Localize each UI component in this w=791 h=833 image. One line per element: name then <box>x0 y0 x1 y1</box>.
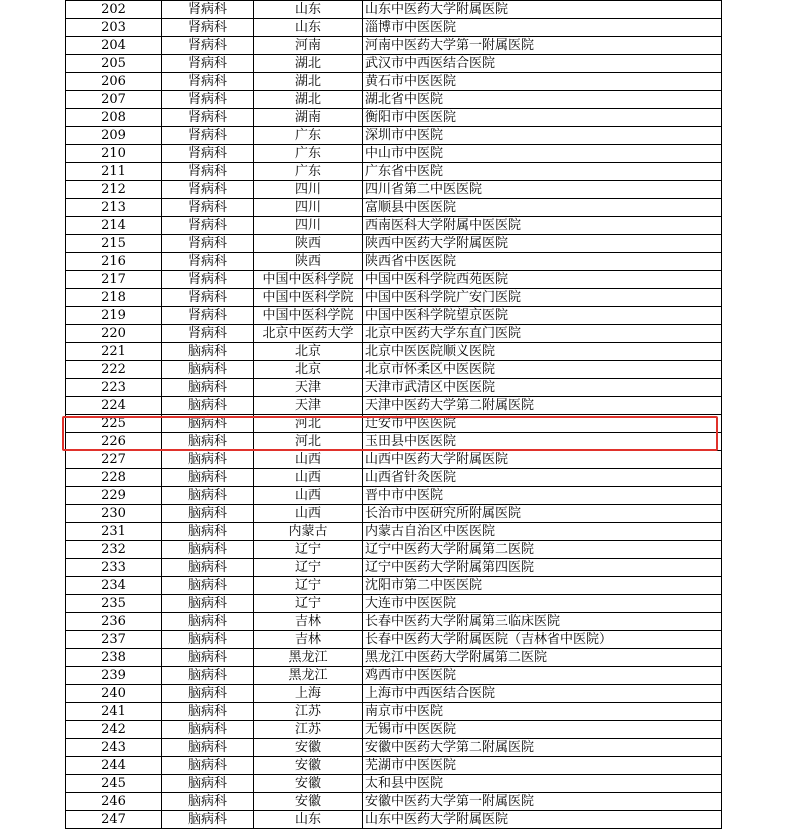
table-row <box>66 739 722 757</box>
row-number-cell: 235 <box>66 595 162 613</box>
region-cell: 江苏 <box>254 703 363 721</box>
hospital-name-cell: 长春中医药大学附属第三临床医院 <box>363 613 722 631</box>
department-cell: 肾病科 <box>162 127 254 145</box>
row-number-cell: 220 <box>66 325 162 343</box>
region-cell: 河北 <box>254 415 363 433</box>
table-row <box>66 127 722 145</box>
region-cell: 安徽 <box>254 739 363 757</box>
hospital-name-cell: 沈阳市第二中医医院 <box>363 577 722 595</box>
hospital-name-cell: 陕西中医药大学附属医院 <box>363 235 722 253</box>
region-cell: 山西 <box>254 487 363 505</box>
department-cell: 脑病科 <box>162 685 254 703</box>
region-cell: 中国中医科学院 <box>254 289 363 307</box>
hospital-name-cell: 迁安市中医医院 <box>363 415 722 433</box>
row-number-cell: 210 <box>66 145 162 163</box>
row-number-cell: 228 <box>66 469 162 487</box>
region-cell: 四川 <box>254 199 363 217</box>
department-cell: 脑病科 <box>162 793 254 811</box>
hospital-name-cell: 衡阳市中医医院 <box>363 109 722 127</box>
hospital-name-cell: 山东中医药大学附属医院 <box>363 1 722 19</box>
region-cell: 湖北 <box>254 55 363 73</box>
region-cell: 辽宁 <box>254 595 363 613</box>
region-cell: 湖北 <box>254 73 363 91</box>
region-cell: 山西 <box>254 505 363 523</box>
table-row <box>66 595 722 613</box>
hospital-name-cell: 四川省第二中医医院 <box>363 181 722 199</box>
region-cell: 陕西 <box>254 235 363 253</box>
hospital-name-cell: 中国中医科学院西苑医院 <box>363 271 722 289</box>
region-cell: 天津 <box>254 379 363 397</box>
row-number-cell: 234 <box>66 577 162 595</box>
row-number-cell: 230 <box>66 505 162 523</box>
department-cell: 脑病科 <box>162 397 254 415</box>
department-cell: 脑病科 <box>162 487 254 505</box>
row-number-cell: 209 <box>66 127 162 145</box>
department-cell: 肾病科 <box>162 307 254 325</box>
hospital-name-cell: 上海市中西医结合医院 <box>363 685 722 703</box>
hospital-name-cell: 天津市武清区中医医院 <box>363 379 722 397</box>
table-row <box>66 811 722 829</box>
hospital-name-cell: 西南医科大学附属中医医院 <box>363 217 722 235</box>
region-cell: 湖南 <box>254 109 363 127</box>
table-row <box>66 181 722 199</box>
region-cell: 安徽 <box>254 775 363 793</box>
department-cell: 肾病科 <box>162 1 254 19</box>
department-cell: 肾病科 <box>162 145 254 163</box>
hospital-name-cell: 辽宁中医药大学附属第二医院 <box>363 541 722 559</box>
hospital-name-cell: 中国中医科学院广安门医院 <box>363 289 722 307</box>
row-number-cell: 203 <box>66 19 162 37</box>
table-row <box>66 145 722 163</box>
region-cell: 广东 <box>254 127 363 145</box>
hospital-name-cell: 中国中医科学院望京医院 <box>363 307 722 325</box>
region-cell: 河南 <box>254 37 363 55</box>
table-row <box>66 163 722 181</box>
hospital-name-cell: 北京中医医院顺义医院 <box>363 343 722 361</box>
department-cell: 脑病科 <box>162 505 254 523</box>
region-cell: 吉林 <box>254 631 363 649</box>
table-row <box>66 19 722 37</box>
department-cell: 脑病科 <box>162 361 254 379</box>
row-number-cell: 204 <box>66 37 162 55</box>
hospital-name-cell: 晋中市中医院 <box>363 487 722 505</box>
table-row <box>66 775 722 793</box>
hospital-name-cell: 深圳市中医院 <box>363 127 722 145</box>
department-cell: 肾病科 <box>162 271 254 289</box>
table-row <box>66 91 722 109</box>
department-cell: 肾病科 <box>162 55 254 73</box>
table-row <box>66 541 722 559</box>
region-cell: 北京 <box>254 343 363 361</box>
row-number-cell: 231 <box>66 523 162 541</box>
row-number-cell: 244 <box>66 757 162 775</box>
department-cell: 脑病科 <box>162 433 254 451</box>
department-cell: 肾病科 <box>162 235 254 253</box>
region-cell: 北京中医药大学 <box>254 325 363 343</box>
row-number-cell: 222 <box>66 361 162 379</box>
hospital-name-cell: 鸡西市中医医院 <box>363 667 722 685</box>
table-row <box>66 1 722 19</box>
department-cell: 脑病科 <box>162 703 254 721</box>
table-row <box>66 307 722 325</box>
table-row <box>66 253 722 271</box>
department-cell: 脑病科 <box>162 577 254 595</box>
department-cell: 脑病科 <box>162 613 254 631</box>
row-number-cell: 232 <box>66 541 162 559</box>
row-number-cell: 221 <box>66 343 162 361</box>
row-number-cell: 227 <box>66 451 162 469</box>
row-number-cell: 212 <box>66 181 162 199</box>
region-cell: 山西 <box>254 451 363 469</box>
row-number-cell: 215 <box>66 235 162 253</box>
table-row <box>66 109 722 127</box>
hospital-name-cell: 太和县中医院 <box>363 775 722 793</box>
row-number-cell: 208 <box>66 109 162 127</box>
table-row <box>66 235 722 253</box>
region-cell: 安徽 <box>254 757 363 775</box>
region-cell: 湖北 <box>254 91 363 109</box>
hospital-name-cell: 山西省针灸医院 <box>363 469 722 487</box>
hospital-name-cell: 长春中医药大学附属医院（吉林省中医院） <box>363 631 722 649</box>
row-number-cell: 218 <box>66 289 162 307</box>
department-cell: 肾病科 <box>162 325 254 343</box>
row-number-cell: 241 <box>66 703 162 721</box>
department-cell: 肾病科 <box>162 19 254 37</box>
table-row <box>66 577 722 595</box>
row-number-cell: 246 <box>66 793 162 811</box>
hospital-name-cell: 安徽中医药大学第二附属医院 <box>363 739 722 757</box>
region-cell: 山东 <box>254 811 363 829</box>
region-cell: 黑龙江 <box>254 649 363 667</box>
row-number-cell: 216 <box>66 253 162 271</box>
hospital-name-cell: 辽宁中医药大学附属第四医院 <box>363 559 722 577</box>
region-cell: 吉林 <box>254 613 363 631</box>
department-cell: 肾病科 <box>162 289 254 307</box>
department-cell: 脑病科 <box>162 595 254 613</box>
table-row <box>66 667 722 685</box>
row-number-cell: 213 <box>66 199 162 217</box>
table-row <box>66 379 722 397</box>
region-cell: 四川 <box>254 217 363 235</box>
department-cell: 脑病科 <box>162 757 254 775</box>
row-number-cell: 217 <box>66 271 162 289</box>
row-number-cell: 236 <box>66 613 162 631</box>
table-row <box>66 469 722 487</box>
row-number-cell: 245 <box>66 775 162 793</box>
table-row <box>66 433 722 451</box>
row-number-cell: 205 <box>66 55 162 73</box>
table-row <box>66 55 722 73</box>
hospital-name-cell: 安徽中医药大学第一附属医院 <box>363 793 722 811</box>
department-cell: 肾病科 <box>162 73 254 91</box>
hospital-name-cell: 玉田县中医医院 <box>363 433 722 451</box>
hospital-name-cell: 中山市中医院 <box>363 145 722 163</box>
region-cell: 内蒙古 <box>254 523 363 541</box>
hospital-name-cell: 南京市中医院 <box>363 703 722 721</box>
department-cell: 脑病科 <box>162 343 254 361</box>
table-row <box>66 361 722 379</box>
department-cell: 脑病科 <box>162 415 254 433</box>
department-cell: 脑病科 <box>162 775 254 793</box>
region-cell: 中国中医科学院 <box>254 307 363 325</box>
row-number-cell: 207 <box>66 91 162 109</box>
hospital-name-cell: 河南中医药大学第一附属医院 <box>363 37 722 55</box>
department-cell: 脑病科 <box>162 739 254 757</box>
row-number-cell: 214 <box>66 217 162 235</box>
department-cell: 脑病科 <box>162 811 254 829</box>
hospital-name-cell: 北京中医药大学东直门医院 <box>363 325 722 343</box>
department-cell: 脑病科 <box>162 379 254 397</box>
table-row <box>66 289 722 307</box>
row-number-cell: 238 <box>66 649 162 667</box>
region-cell: 陕西 <box>254 253 363 271</box>
table-row <box>66 793 722 811</box>
row-number-cell: 224 <box>66 397 162 415</box>
region-cell: 辽宁 <box>254 559 363 577</box>
table-row <box>66 757 722 775</box>
region-cell: 黑龙江 <box>254 667 363 685</box>
hospital-name-cell: 大连市中医医院 <box>363 595 722 613</box>
hospital-name-cell: 富顺县中医医院 <box>363 199 722 217</box>
table-row <box>66 199 722 217</box>
row-number-cell: 229 <box>66 487 162 505</box>
region-cell: 山西 <box>254 469 363 487</box>
department-cell: 脑病科 <box>162 631 254 649</box>
hospital-name-cell: 武汉市中西医结合医院 <box>363 55 722 73</box>
region-cell: 中国中医科学院 <box>254 271 363 289</box>
row-number-cell: 211 <box>66 163 162 181</box>
table-row <box>66 523 722 541</box>
hospital-name-cell: 天津中医药大学第二附属医院 <box>363 397 722 415</box>
table-row <box>66 271 722 289</box>
region-cell: 安徽 <box>254 793 363 811</box>
row-number-cell: 243 <box>66 739 162 757</box>
department-cell: 脑病科 <box>162 469 254 487</box>
region-cell: 天津 <box>254 397 363 415</box>
department-cell: 肾病科 <box>162 37 254 55</box>
row-number-cell: 223 <box>66 379 162 397</box>
hospital-name-cell: 湖北省中医院 <box>363 91 722 109</box>
row-number-cell: 225 <box>66 415 162 433</box>
department-cell: 肾病科 <box>162 91 254 109</box>
table-row <box>66 37 722 55</box>
row-number-cell: 226 <box>66 433 162 451</box>
row-number-cell: 242 <box>66 721 162 739</box>
department-cell: 脑病科 <box>162 523 254 541</box>
department-cell: 脑病科 <box>162 451 254 469</box>
hospital-name-cell: 芜湖市中医医院 <box>363 757 722 775</box>
hospital-name-cell: 黑龙江中医药大学附属第二医院 <box>363 649 722 667</box>
table-row <box>66 631 722 649</box>
row-number-cell: 233 <box>66 559 162 577</box>
table-row <box>66 721 722 739</box>
table-row <box>66 397 722 415</box>
department-cell: 脑病科 <box>162 541 254 559</box>
hospital-name-cell: 黄石市中医医院 <box>363 73 722 91</box>
row-number-cell: 240 <box>66 685 162 703</box>
department-cell: 肾病科 <box>162 199 254 217</box>
row-number-cell: 202 <box>66 1 162 19</box>
table-row <box>66 217 722 235</box>
region-cell: 上海 <box>254 685 363 703</box>
hospital-name-cell: 广东省中医院 <box>363 163 722 181</box>
table-row <box>66 325 722 343</box>
row-number-cell: 239 <box>66 667 162 685</box>
hospital-name-cell: 内蒙古自治区中医医院 <box>363 523 722 541</box>
hospital-name-cell: 山东中医药大学附属医院 <box>363 811 722 829</box>
table-row <box>66 343 722 361</box>
department-cell: 肾病科 <box>162 163 254 181</box>
region-cell: 广东 <box>254 145 363 163</box>
region-cell: 四川 <box>254 181 363 199</box>
table-row <box>66 703 722 721</box>
department-cell: 肾病科 <box>162 253 254 271</box>
region-cell: 辽宁 <box>254 541 363 559</box>
row-number-cell: 206 <box>66 73 162 91</box>
department-cell: 脑病科 <box>162 667 254 685</box>
department-cell: 肾病科 <box>162 181 254 199</box>
department-cell: 脑病科 <box>162 559 254 577</box>
region-cell: 河北 <box>254 433 363 451</box>
table-row <box>66 613 722 631</box>
region-cell: 山东 <box>254 19 363 37</box>
table-row <box>66 451 722 469</box>
row-number-cell: 247 <box>66 811 162 829</box>
department-cell: 肾病科 <box>162 109 254 127</box>
table-row <box>66 415 722 433</box>
table-body <box>66 1 722 829</box>
row-number-cell: 237 <box>66 631 162 649</box>
hospital-name-cell: 淄博市中医医院 <box>363 19 722 37</box>
department-cell: 脑病科 <box>162 721 254 739</box>
table-row <box>66 649 722 667</box>
row-number-cell: 219 <box>66 307 162 325</box>
table-row <box>66 73 722 91</box>
region-cell: 广东 <box>254 163 363 181</box>
region-cell: 山东 <box>254 1 363 19</box>
hospital-name-cell: 山西中医药大学附属医院 <box>363 451 722 469</box>
region-cell: 江苏 <box>254 721 363 739</box>
table-row <box>66 559 722 577</box>
department-cell: 脑病科 <box>162 649 254 667</box>
table-row <box>66 685 722 703</box>
department-cell: 肾病科 <box>162 217 254 235</box>
region-cell: 北京 <box>254 361 363 379</box>
hospital-name-cell: 无锡市中医医院 <box>363 721 722 739</box>
region-cell: 辽宁 <box>254 577 363 595</box>
hospital-name-cell: 陕西省中医医院 <box>363 253 722 271</box>
table-row <box>66 505 722 523</box>
hospital-list-table <box>65 0 722 829</box>
table-row <box>66 487 722 505</box>
hospital-name-cell: 北京市怀柔区中医医院 <box>363 361 722 379</box>
hospital-name-cell: 长治市中医研究所附属医院 <box>363 505 722 523</box>
